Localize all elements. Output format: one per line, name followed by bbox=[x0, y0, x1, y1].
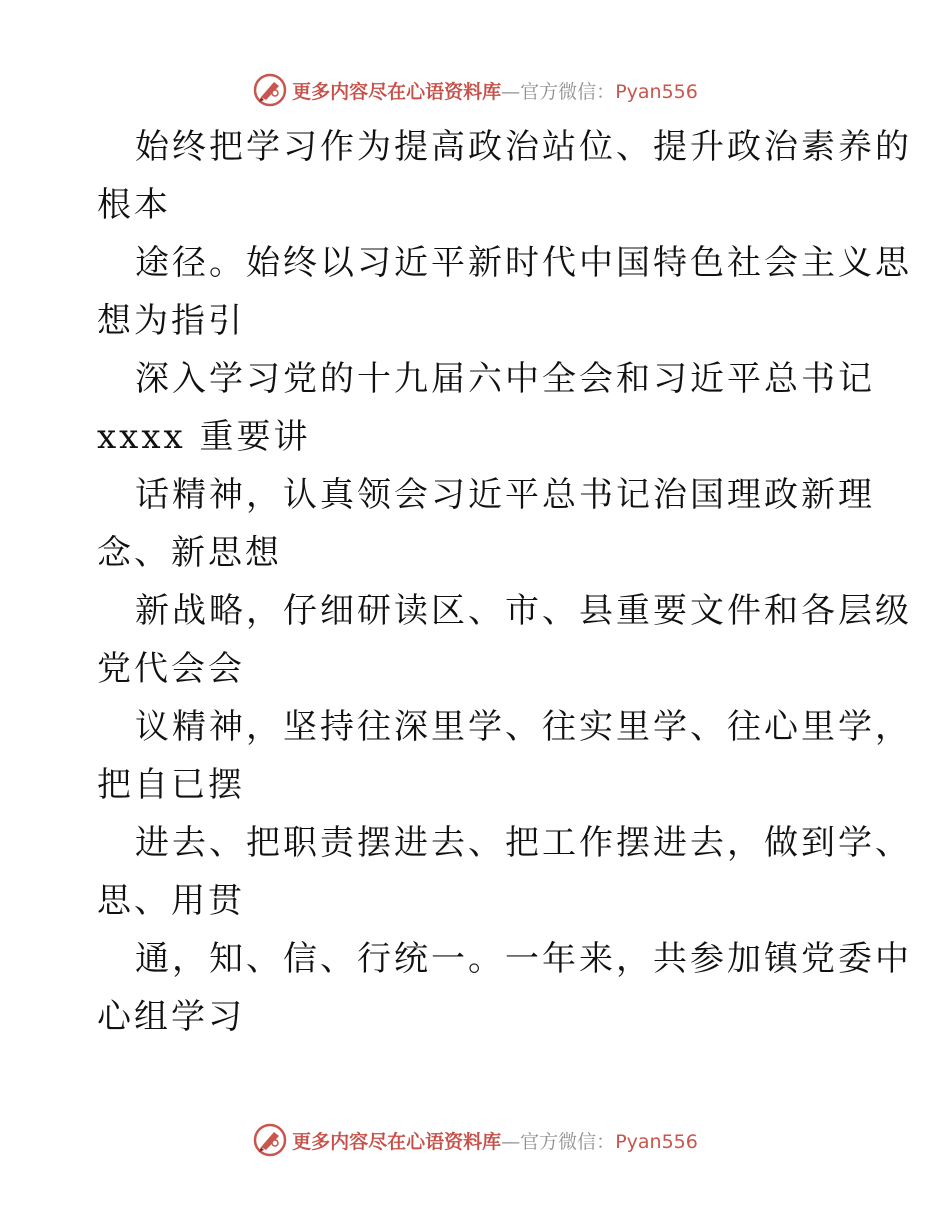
text-line: 心组学习 bbox=[97, 997, 245, 1037]
text-line: 党代会会 bbox=[97, 649, 245, 689]
text-line: 通，知、信、行统一。一年来，共参加镇党委中 bbox=[135, 939, 912, 979]
header-watermark bbox=[0, 70, 950, 110]
text-line: 新战略，仔细研读区、市、县重要文件和各层级 bbox=[135, 591, 912, 631]
text-line: 根本 bbox=[97, 185, 171, 225]
watermark-brand: 更多内容尽在心语资料库 bbox=[292, 80, 502, 103]
text-line: xxxx 重要讲 bbox=[97, 417, 311, 457]
text-line: 念、新思想 bbox=[97, 533, 282, 573]
text-line: 想为指引 bbox=[97, 301, 245, 341]
footer-watermark bbox=[0, 1120, 950, 1160]
text-line: 始终把学习作为提高政治站位、提升政治素养的 bbox=[135, 127, 912, 167]
text-line: 进去、把职责摆进去、把工作摆进去，做到学、 bbox=[135, 823, 912, 863]
watermark-account: Pyan556 bbox=[615, 80, 698, 103]
watermark-label: 官方微信： bbox=[520, 1130, 616, 1153]
pen-logo-icon bbox=[252, 1122, 288, 1158]
watermark-dash: — bbox=[501, 1130, 521, 1153]
text-line: 深入学习党的十九届六中全会和习近平总书记 bbox=[135, 359, 875, 399]
watermark-account: Pyan556 bbox=[615, 1130, 698, 1153]
text-line: 思、用贯 bbox=[97, 881, 245, 921]
text-line: 议精神，坚持往深里学、往实里学、往心里学， bbox=[135, 707, 912, 747]
pen-logo-icon bbox=[252, 72, 288, 108]
watermark-label: 官方微信： bbox=[520, 80, 616, 103]
watermark-text bbox=[292, 77, 698, 104]
text-line: 把自已摆 bbox=[97, 765, 245, 805]
watermark-text bbox=[292, 1127, 698, 1154]
text-line: 途径。始终以习近平新时代中国特色社会主义思 bbox=[135, 243, 912, 283]
watermark-dash: — bbox=[501, 80, 521, 103]
watermark-brand: 更多内容尽在心语资料库 bbox=[292, 1130, 502, 1153]
text-line: 话精神，认真领会习近平总书记治国理政新理 bbox=[135, 475, 875, 515]
document-body bbox=[97, 118, 912, 1046]
